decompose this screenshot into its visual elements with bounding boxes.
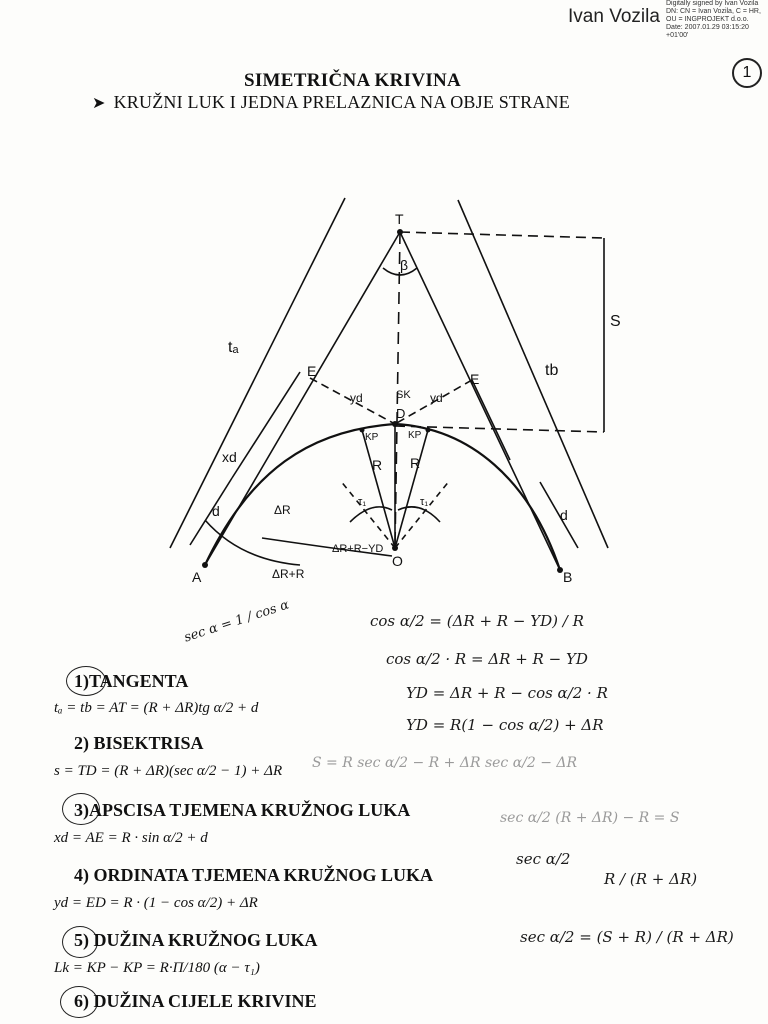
section-heading [74,671,188,692]
d-dimension-left [190,478,232,545]
section-number: 3) [74,800,89,820]
section-number: 5) [74,930,89,950]
tau-line-right [395,480,450,548]
label-t: T [395,211,404,227]
section-title: TANGENTA [89,671,189,691]
handwritten-derivation-line: YD = R(1 − cos α/2) + ΔR [406,716,604,734]
radius-right [395,430,428,548]
handwritten-derivation-line: YD = ΔR + R − cos α/2 · R [406,684,608,702]
label-r-right: R [410,455,421,471]
section-formula: yd = ED = R · (1 − cos α/2) + ΔR [54,895,258,911]
label-d-right: d [560,507,568,523]
e-perp-right [472,380,510,460]
label-beta: β [400,257,409,273]
point-o [392,545,398,551]
label-yd-right: yd [430,391,443,405]
label-kp-left: KP [365,432,379,443]
section-number: 1) [74,671,89,691]
label-tau-left: τ₁ [358,496,367,508]
section-heading [74,930,318,951]
s-top-tick [400,232,604,238]
label-d: D [396,406,406,421]
section-title: BISEKTRISA [93,733,204,753]
point-kp-right [426,428,431,433]
label-e-right: E [470,371,480,387]
section-formula: s = TD = (R + ΔR)(sec α/2 − 1) + ΔR [54,763,283,779]
section-title: DUŽINA KRUŽNOG LUKA [93,930,318,950]
section-number: 2) [74,733,89,753]
point-a [202,562,208,568]
point-d [392,421,398,427]
handwritten-note: R / (R + ΔR) [604,870,698,888]
signature-line: DN: CN = Ivan Vozila, C = HR, [666,8,761,15]
label-dr-r-yd: ΔR+R−YD [332,543,384,555]
ta-dimension-line [170,198,345,548]
section-heading [74,733,204,754]
signer-name: Ivan Vozila [568,6,660,27]
section-formula: tₐ = tb = AT = (R + ΔR)tg α/2 + d [54,700,259,716]
label-yd-left: yd [350,391,363,405]
dr-r-dimension [205,520,300,565]
label-d-left: d [212,503,220,519]
arrow-bullet-icon: ➤ [92,95,106,112]
handwritten-faint-line: sec α/2 (R + ΔR) − R = S [500,810,680,826]
label-r-left: R [372,457,383,473]
handwritten-derivation-line: cos α/2 · R = ΔR + R − YD [386,650,588,668]
point-kp-left [360,428,365,433]
handwritten-derivation-line: cos α/2 = (ΔR + R − YD) / R [370,612,584,630]
section-heading [74,800,410,821]
handwritten-faint-line: S = R sec α/2 − R + ΔR sec α/2 − ΔR [312,755,578,771]
signature-line: OU = INGPROJEKT d.o.o. [666,16,749,23]
tau-line-left [340,480,395,548]
subtitle-text: KRUŽNI LUK I JEDNA PRELAZNICA NA OBJE STRANE [113,92,570,112]
section-formula: Lk = KP − KP = R·Π/180 (α − τ₁) [54,960,260,976]
section-heading [74,991,317,1012]
label-kp-right: KP [408,430,422,441]
label-dr-r: ΔR+R [272,567,305,581]
label-s: S [610,313,621,330]
page-title: SIMETRIČNA KRIVINA [244,70,462,91]
section-formula: xd = AE = R · sin α/2 + d [54,830,208,846]
label-e-left: E [307,363,317,379]
section-number: 6) [74,991,89,1011]
radius-left [362,430,395,548]
signature-line: Date: 2007.01.29 03:15:20 [666,24,749,31]
section-title: DUŽINA CIJELE KRIVINE [93,991,317,1011]
handwritten-sec-definition: sec α = 1 / cos α [182,597,291,646]
label-tb: tb [545,362,559,379]
label-tau-right: τ₁ [420,496,429,508]
section-title: ORDINATA TJEMENA KRUŽNOG LUKA [93,865,434,885]
section-title: APSCISA TJEMENA KRUŽNOG LUKA [89,800,411,820]
label-ta: tₐ [228,339,239,356]
signature-line: +01'00' [666,32,689,39]
signature-line: Digitally signed by Ivan Vozila [666,0,759,7]
label-o: O [392,553,403,569]
label-a: A [192,569,202,585]
handwritten-note: sec α/2 [516,850,571,868]
label-delta-r: ΔR [274,503,291,517]
point-t [397,229,403,235]
tb-dimension-line [458,200,608,548]
section-number: 4) [74,865,89,885]
page-number: 1 [732,58,762,88]
tangent-line-right [400,232,560,570]
label-sk: SK [396,389,411,401]
label-b: B [563,569,573,585]
handwritten-note: sec α/2 = (S + R) / (R + ΔR) [520,928,734,946]
label-xd: xd [222,449,237,465]
section-heading [74,865,433,886]
